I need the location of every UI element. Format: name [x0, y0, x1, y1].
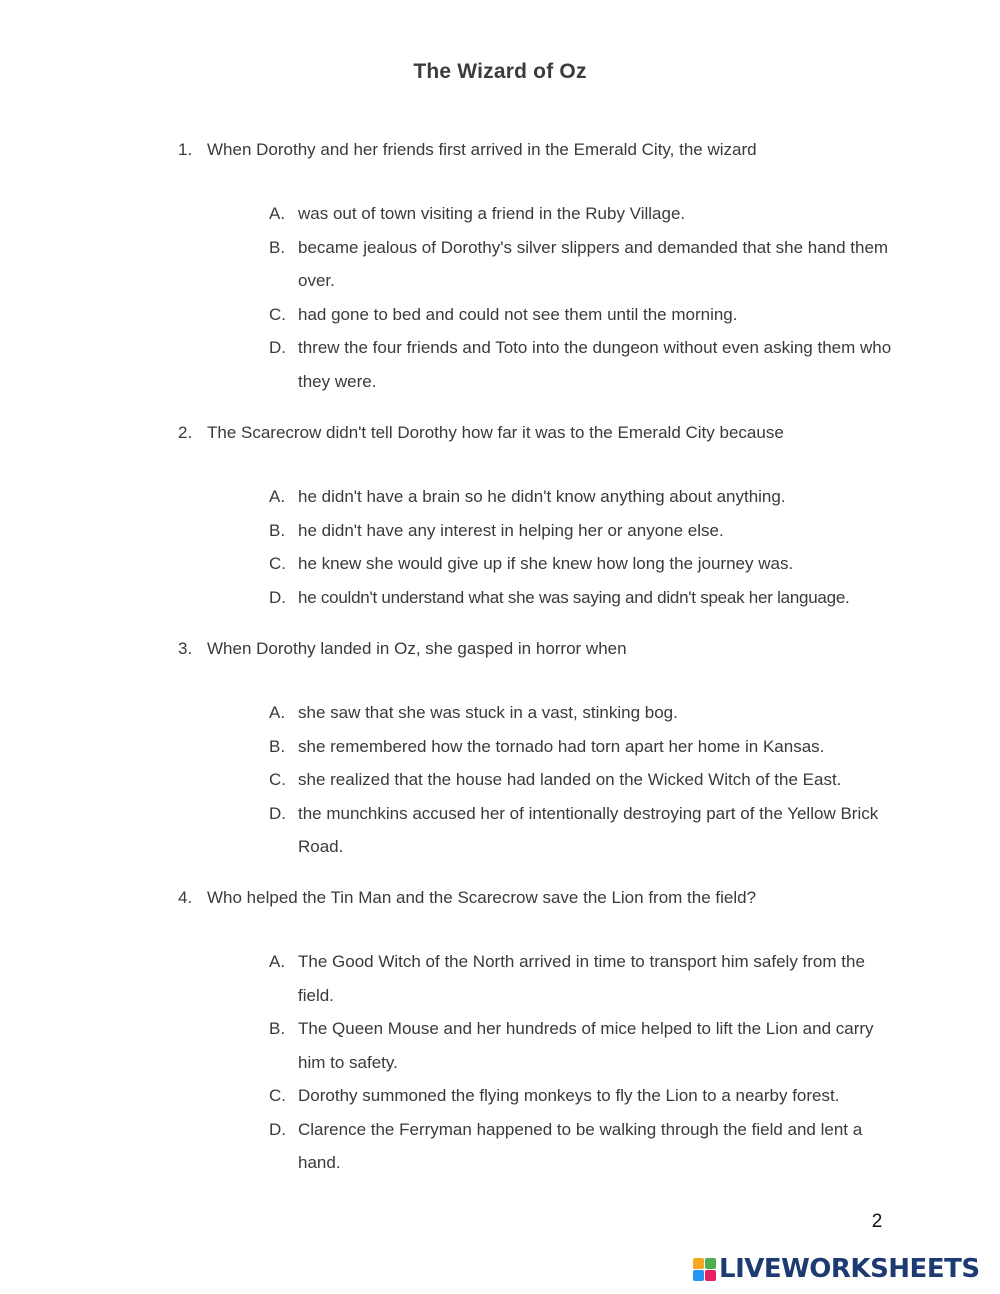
logo-square [705, 1258, 716, 1269]
page-title: The Wizard of Oz [413, 60, 587, 83]
question-number: 2. [178, 423, 193, 442]
option-text: was out of town visiting a friend in the Ruby Village. [298, 204, 686, 223]
option-text: she saw that she was stuck in a vast, stinking bog. [298, 703, 678, 722]
question-number: 3. [178, 639, 193, 658]
option-text: The Queen Mouse and her hundreds of mice helped to lift the Lion and carry him to safety. [298, 1019, 874, 1072]
answer-options [269, 480, 899, 614]
question-text: When Dorothy landed in Oz, she gasped in horror when [207, 639, 627, 658]
answer-option-d[interactable] [269, 1113, 899, 1180]
answer-option-a[interactable] [269, 696, 899, 730]
answer-option-b[interactable] [269, 730, 899, 764]
option-text: threw the four friends and Toto into the dungeon without even asking them who they were. [298, 338, 892, 391]
option-text: had gone to bed and could not see them until the morning. [298, 304, 738, 324]
option-letter: A. [269, 487, 286, 506]
logo-mark-icon [693, 1258, 716, 1281]
logo-square [693, 1270, 704, 1281]
option-letter: D. [269, 587, 286, 607]
option-text: he couldn't understand what she was saying and didn't speak her language. [298, 587, 850, 607]
option-text: he didn't have a brain so he didn't know anything about anything. [298, 487, 786, 506]
option-letter: B. [269, 1019, 286, 1038]
answer-option-b[interactable] [269, 514, 899, 548]
option-letter: B. [269, 520, 286, 540]
logo-square [693, 1258, 704, 1269]
option-letter: C. [269, 770, 286, 789]
option-text: she remembered how the tornado had torn apart her home in Kansas. [298, 736, 825, 756]
page-number: 2 [871, 1211, 883, 1232]
answer-option-a[interactable] [269, 197, 899, 231]
answer-option-c[interactable] [269, 763, 899, 797]
option-text: the munchkins accused her of intentionally destroying part of the Yellow Brick Road. [298, 803, 879, 856]
answer-option-b[interactable] [269, 231, 899, 298]
option-text: he knew she would give up if she knew how long the journey was. [298, 554, 794, 573]
question-4 [178, 887, 898, 1180]
answer-option-d[interactable] [269, 581, 899, 615]
option-letter: D. [269, 338, 286, 357]
answer-options [269, 945, 899, 1180]
answer-option-d[interactable] [269, 331, 899, 398]
option-letter: A. [269, 952, 286, 971]
question-text: When Dorothy and her friends first arrived in the Emerald City, the wizard [207, 140, 757, 159]
answer-option-a[interactable] [269, 480, 899, 514]
logo-text: LIVEWORKSHEETS [719, 1254, 980, 1284]
option-letter: C. [269, 304, 286, 324]
question-number: 1. [178, 140, 193, 159]
question-1 [178, 139, 898, 398]
answer-option-c[interactable] [269, 547, 899, 581]
option-letter: C. [269, 554, 286, 573]
option-letter: D. [269, 803, 286, 823]
liveworksheets-logo [693, 1253, 980, 1285]
answer-option-c[interactable] [269, 298, 899, 332]
answer-option-a[interactable] [269, 945, 899, 1012]
option-text: Dorothy summoned the flying monkeys to fly the Lion to a nearby forest. [298, 1086, 840, 1105]
option-letter: B. [269, 736, 286, 756]
option-text: he didn't have any interest in helping her or anyone else. [298, 520, 724, 540]
answer-option-d[interactable] [269, 797, 899, 864]
question-text: Who helped the Tin Man and the Scarecrow save the Lion from the field? [207, 888, 757, 907]
option-letter: A. [269, 204, 286, 223]
option-letter: A. [269, 703, 286, 722]
question-number: 4. [178, 888, 193, 907]
answer-options [269, 696, 899, 864]
option-letter: C. [269, 1086, 286, 1105]
option-letter: B. [269, 237, 286, 257]
logo-square [705, 1270, 716, 1281]
answer-option-c[interactable] [269, 1079, 899, 1113]
option-text: Clarence the Ferryman happened to be walking through the field and lent a hand. [298, 1119, 863, 1172]
answer-option-b[interactable] [269, 1012, 899, 1079]
option-text: The Good Witch of the North arrived in time to transport him safely from the field. [298, 952, 865, 1005]
option-text: became jealous of Dorothy's silver slippers and demanded that she hand them over. [298, 237, 889, 290]
option-letter: D. [269, 1119, 286, 1139]
question-2 [178, 422, 898, 614]
answer-options [269, 197, 899, 398]
option-text: she realized that the house had landed on the Wicked Witch of the East. [298, 770, 842, 789]
question-text: The Scarecrow didn't tell Dorothy how far it was to the Emerald City because [207, 423, 784, 442]
question-3 [178, 638, 898, 864]
